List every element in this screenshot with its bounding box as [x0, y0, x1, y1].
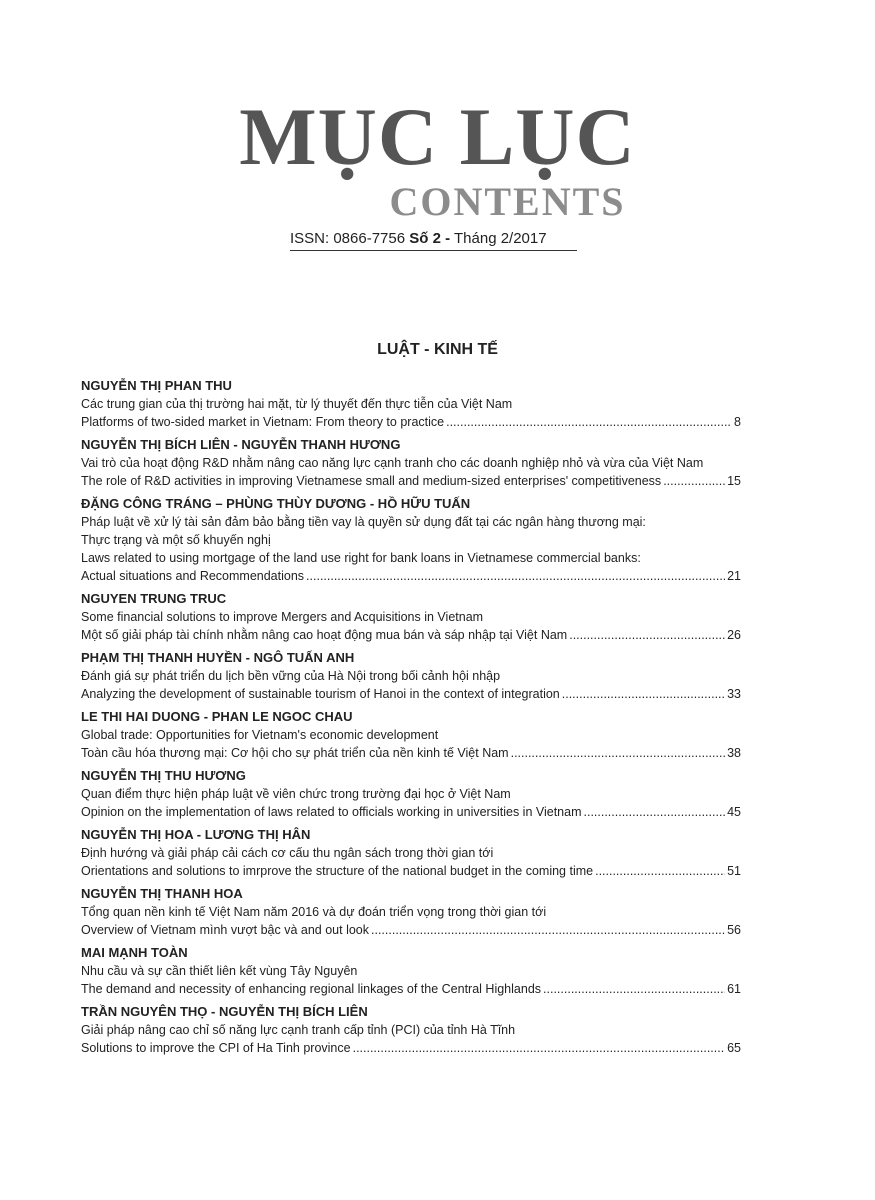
entry-author: ĐẶNG CÔNG TRÁNG – PHÙNG THÙY DƯƠNG - HỒ HỮU TUẤN	[81, 496, 471, 511]
dot-leader	[584, 803, 726, 821]
toc-entry[interactable]	[81, 436, 741, 490]
entry-title-line: Quan điểm thực hiện pháp luật về viên chức trong trường đại học ở Việt Nam	[81, 787, 511, 801]
entry-author: NGUYỄN THỊ PHAN THU	[81, 378, 232, 393]
entry-last-line	[81, 626, 741, 644]
entry-last-line	[81, 685, 741, 703]
entry-title-line: Actual situations and Recommendations	[81, 569, 305, 583]
entry-title-line: Analyzing the development of sustainable tourism of Hanoi in the context of integration	[81, 687, 560, 701]
entry-author: MAI MẠNH TOÀN	[81, 945, 188, 960]
entry-title-line: Orientations and solutions to imrprove the structure of the national budget in the coming time	[81, 864, 594, 878]
entry-title-line: Nhu cầu và sự cần thiết liên kết vùng Tây Nguyên	[81, 964, 358, 978]
entry-title-line: Một số giải pháp tài chính nhằm nâng cao hoạt động mua bán và sáp nhập tại Việt Nam	[81, 628, 568, 642]
table-of-contents	[81, 377, 741, 1062]
entry-title-line: Vai trò của hoạt động R&D nhằm nâng cao năng lực cạnh tranh cho các doanh nghiệp nhỏ và vừa của Việt Nam	[81, 456, 704, 470]
entry-last-line	[81, 567, 741, 585]
dot-leader	[446, 413, 732, 431]
dot-leader	[371, 921, 725, 939]
entry-title-line: Laws related to using mortgage of the land use right for bank loans in Vietnamese commercial banks:	[81, 551, 641, 565]
toc-entry[interactable]	[81, 590, 741, 644]
entry-title-line: Some financial solutions to improve Mergers and Acquisitions in Vietnam	[81, 610, 484, 624]
page-number: 15	[727, 474, 741, 488]
entry-author: NGUYỄN THỊ BÍCH LIÊN - NGUYỄN THANH HƯƠNG	[81, 437, 401, 452]
entry-title-line: Đánh giá sự phát triển du lịch bền vững của Hà Nội trong bối cảnh hội nhập	[81, 669, 501, 683]
page-number: 21	[727, 569, 741, 583]
toc-entry[interactable]	[81, 708, 741, 762]
entry-title-line: Overview of Vietnam mình vượt bậc và and out look	[81, 923, 370, 937]
entry-author: NGUYỄN THỊ THANH HOA	[81, 886, 243, 901]
dot-leader	[663, 472, 725, 490]
dot-leader	[595, 862, 725, 880]
page-number: 65	[727, 1041, 741, 1055]
page-number: 45	[727, 805, 741, 819]
dot-leader	[306, 567, 725, 585]
entry-title-line: Platforms of two-sided market in Vietnam: From theory to practice	[81, 415, 445, 429]
page-number: 8	[734, 415, 741, 429]
entry-last-line	[81, 1039, 741, 1057]
section-title: LUẬT - KINH TẾ	[377, 341, 498, 358]
toc-entry[interactable]	[81, 826, 741, 880]
entry-title-line: The role of R&D activities in improving Vietnamese small and medium-sized enterprises' competitiveness	[81, 474, 662, 488]
page-number: 38	[727, 746, 741, 760]
entry-title-line: Tổng quan nền kinh tế Việt Nam năm 2016 và dự đoán triển vọng trong thời gian tới	[81, 905, 547, 919]
entry-last-line	[81, 803, 741, 821]
dot-leader	[543, 980, 725, 998]
toc-entry[interactable]	[81, 885, 741, 939]
entry-last-line	[81, 472, 741, 490]
issue-date: Tháng 2/2017	[454, 230, 547, 247]
entry-author: NGUYỄN THỊ THU HƯƠNG	[81, 768, 246, 783]
toc-entry[interactable]	[81, 495, 741, 585]
entry-last-line	[81, 413, 741, 431]
page-number: 33	[727, 687, 741, 701]
entry-title-line: Định hướng và giải pháp cải cách cơ cấu thu ngân sách trong thời gian tới	[81, 846, 494, 860]
entry-title-line: Solutions to improve the CPI of Ha Tinh province	[81, 1041, 351, 1055]
entry-title-line: Toàn cầu hóa thương mại: Cơ hội cho sự phát triển của nền kinh tế Việt Nam	[81, 746, 509, 760]
entry-title-line: The demand and necessity of enhancing regional linkages of the Central Highlands	[81, 982, 542, 996]
issn-number: ISSN: 0866-7756	[290, 230, 406, 247]
toc-entry[interactable]	[81, 1003, 741, 1057]
entry-title-line: Các trung gian của thị trường hai mặt, từ lý thuyết đến thực tiễn của Việt Nam	[81, 397, 513, 411]
dot-leader	[569, 626, 725, 644]
toc-entry[interactable]	[81, 767, 741, 821]
entry-author: TRẦN NGUYÊN THỌ - NGUYỄN THỊ BÍCH LIÊN	[81, 1004, 368, 1019]
entry-title-line: Opinion on the implementation of laws related to officials working in universities in Vietnam	[81, 805, 582, 819]
entry-author: NGUYEN TRUNG TRUC	[81, 591, 227, 606]
toc-entry[interactable]	[81, 377, 741, 431]
entry-author: NGUYỄN THỊ HOA - LƯƠNG THỊ HÂN	[81, 827, 311, 842]
page-title: MỤC LỤC	[239, 91, 636, 182]
entry-title-line: Giải pháp nâng cao chỉ số năng lực cạnh tranh cấp tỉnh (PCI) của tỉnh Hà Tĩnh	[81, 1023, 516, 1037]
page-subtitle: CONTENTS	[389, 179, 626, 224]
issue-number: Số 2 -	[409, 230, 451, 247]
entry-title-line: Thực trạng và một số khuyến nghị	[81, 533, 271, 547]
issn-line	[290, 229, 577, 251]
dot-leader	[511, 744, 726, 762]
entry-last-line	[81, 921, 741, 939]
entry-last-line	[81, 862, 741, 880]
page-number: 51	[727, 864, 741, 878]
entry-author: LE THI HAI DUONG - PHAN LE NGOC CHAU	[81, 709, 353, 724]
toc-entry[interactable]	[81, 649, 741, 703]
entry-title-line: Global trade: Opportunities for Vietnam's economic development	[81, 728, 439, 742]
page-number: 56	[727, 923, 741, 937]
page-number: 26	[727, 628, 741, 642]
dot-leader	[353, 1039, 726, 1057]
toc-entry[interactable]	[81, 944, 741, 998]
entry-author: PHẠM THỊ THANH HUYỀN - NGÔ TUẤN ANH	[81, 650, 355, 665]
page-number: 61	[727, 982, 741, 996]
entry-title-line: Pháp luật về xử lý tài sản đảm bảo bằng tiền vay là quyền sử dụng đất tại các ngân hàng thương mại:	[81, 515, 646, 529]
entry-last-line	[81, 980, 741, 998]
entry-last-line	[81, 744, 741, 762]
dot-leader	[562, 685, 725, 703]
